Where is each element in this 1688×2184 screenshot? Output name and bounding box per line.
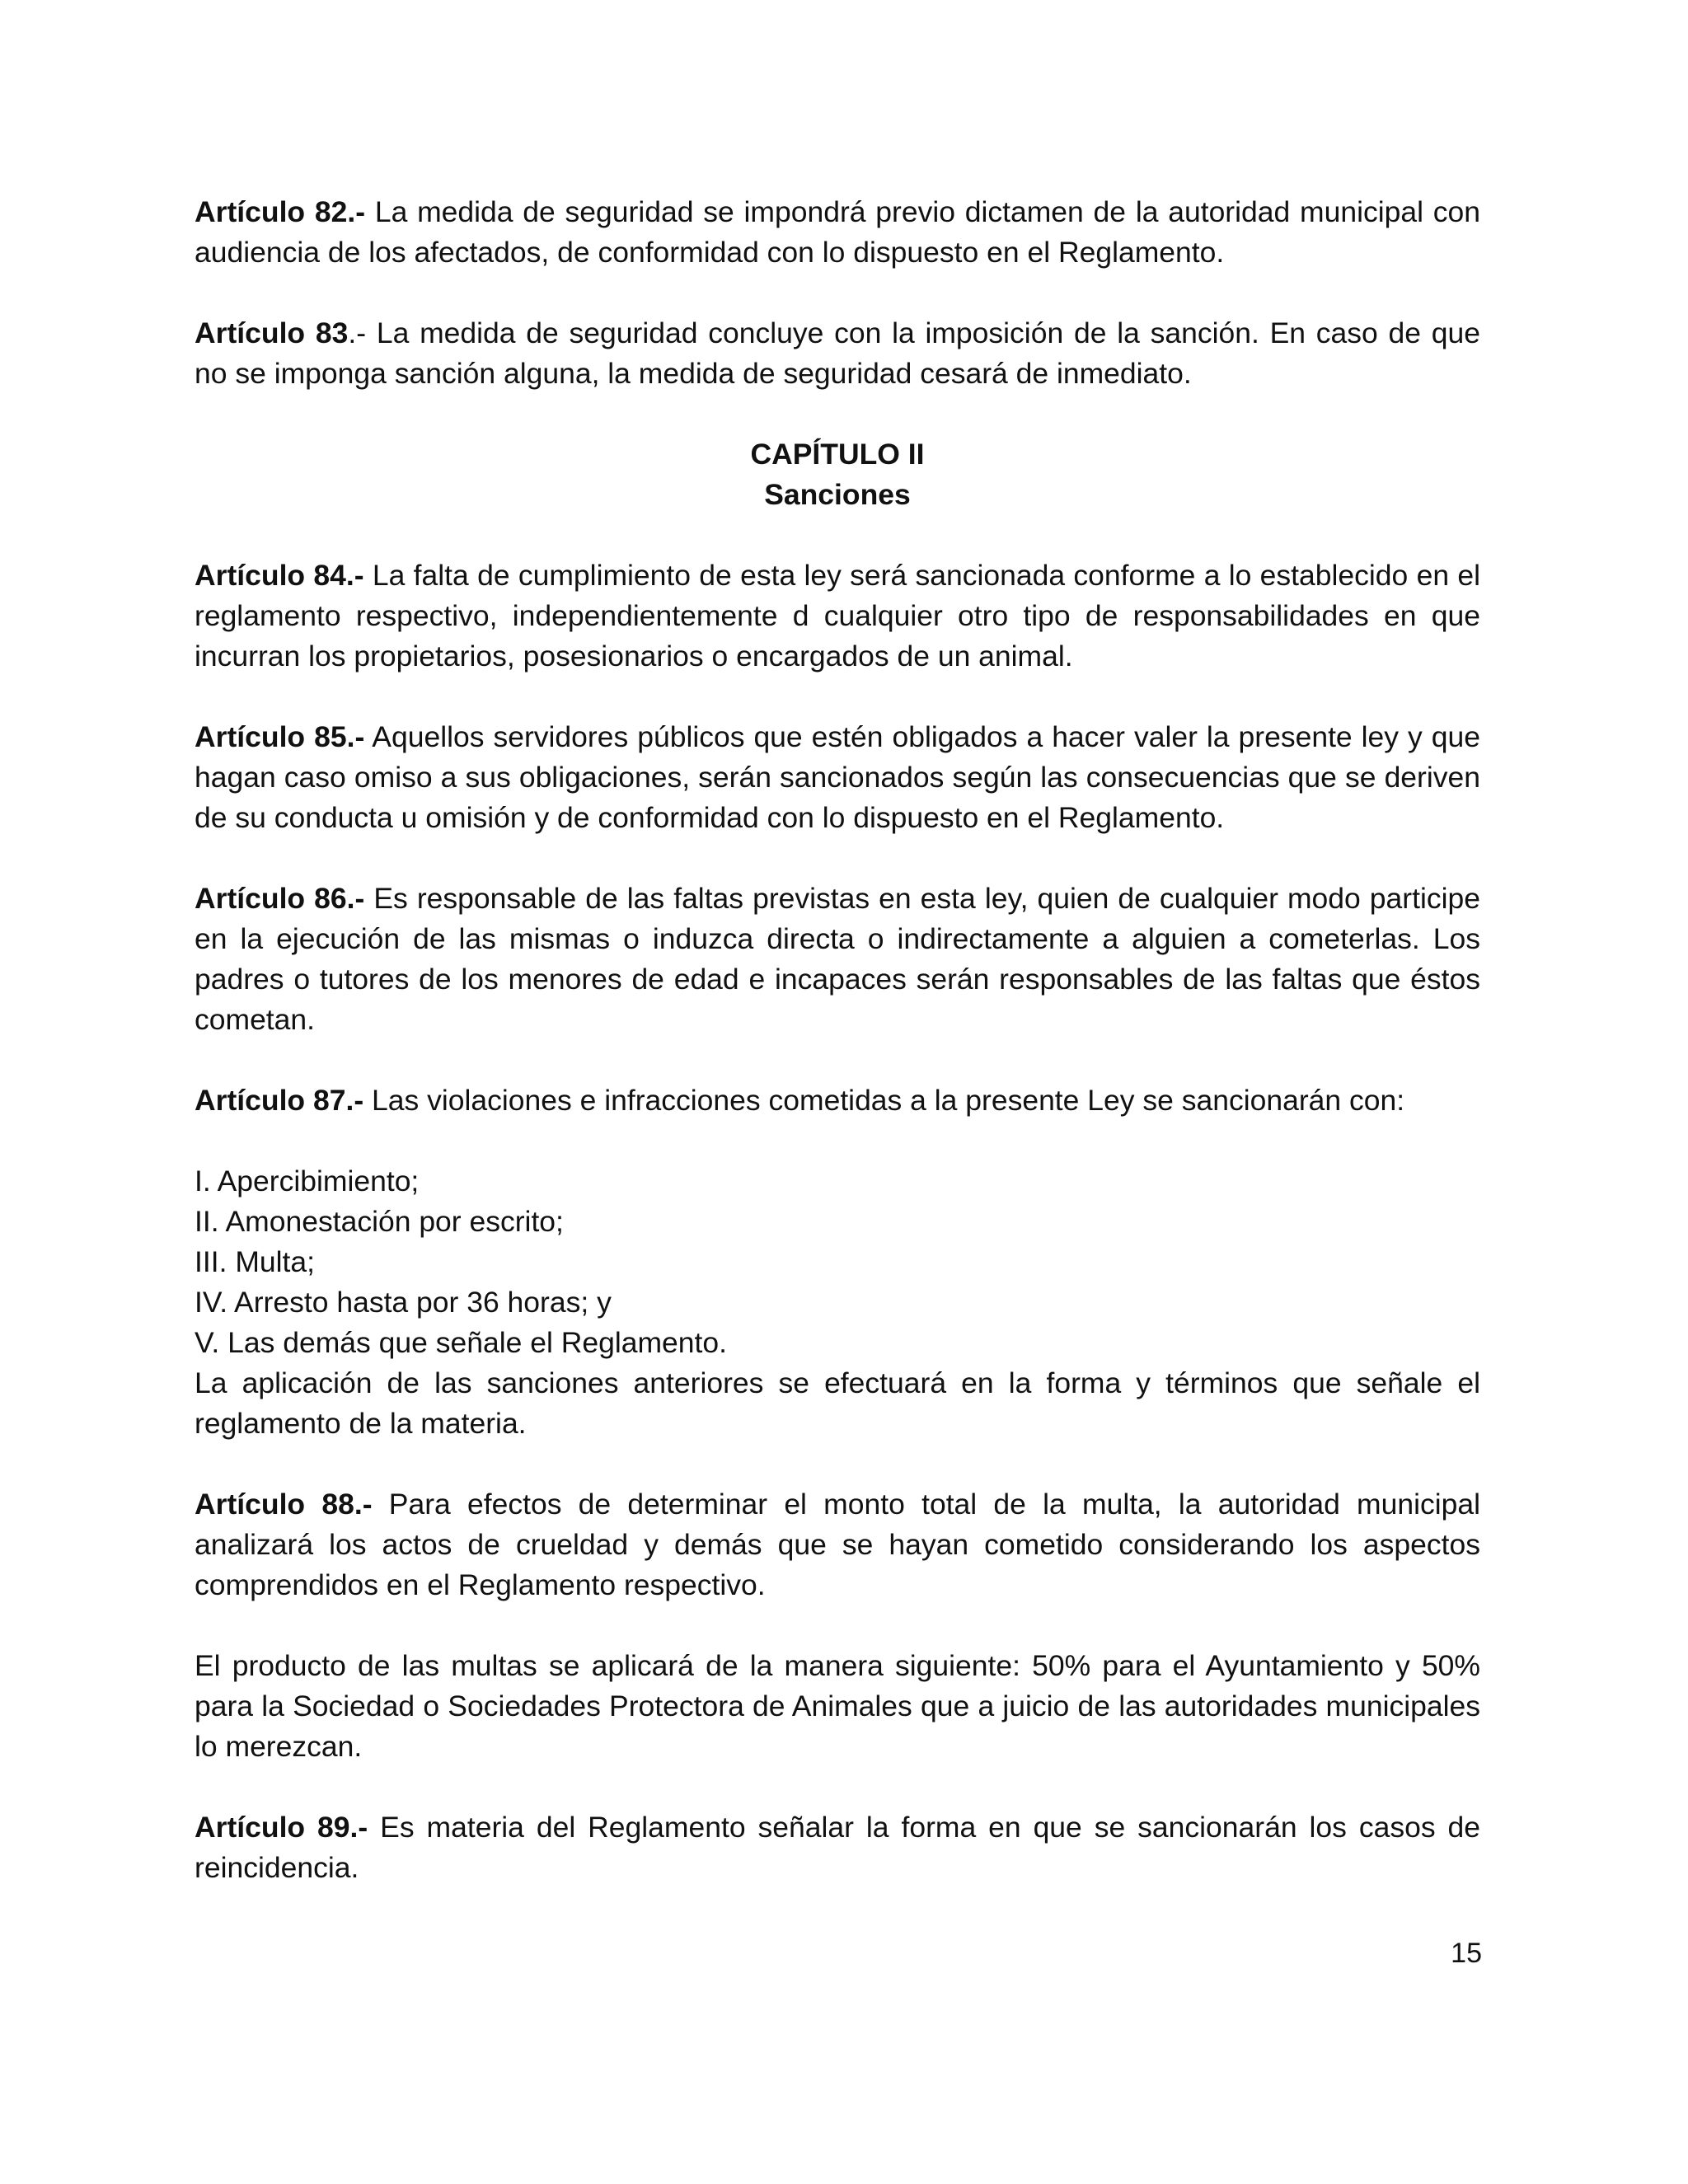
article-86 (195, 879, 1480, 1040)
article-text: .- La medida de seguridad concluye con la imposición de la sanción. En caso de que no se imponga sanción alguna, la medida de seguridad cesará de inmediato. (195, 316, 1481, 390)
page-number: 15 (1451, 1938, 1482, 1969)
article-89 (195, 1807, 1480, 1888)
list-item: I. Apercibimiento; (195, 1165, 420, 1197)
article-text: Las violaciones e infracciones cometidas a la presente Ley se sancionarán con: (363, 1084, 1405, 1117)
article-label: Artículo 84.- (195, 559, 364, 592)
article-label: Artículo 86.- (195, 882, 365, 915)
chapter-title: Sanciones (764, 478, 911, 511)
article-84 (195, 555, 1480, 677)
list-item: V. Las demás que señale el Reglamento. (195, 1326, 728, 1359)
article-text: Es materia del Reglamento señalar la forma en que se sancionarán los casos de reincidencia. (195, 1811, 1480, 1884)
article-label: Artículo 82.- (195, 195, 366, 228)
article-text: Aquellos servidores públicos que estén obligados a hacer valer la presente ley y que hagan caso omiso a sus obligaciones, serán sancionados según las consecuencias que se deriven de su conducta u omisión y de conformidad con lo dispuesto en el Reglamento. (195, 720, 1480, 834)
article-88 (195, 1484, 1480, 1605)
sanctions-note: La aplicación de las sanciones anteriores se efectuará en la forma y términos que señale el reglamento de la materia. (195, 1366, 1480, 1440)
fines-paragraph: El producto de las multas se aplicará de la manera siguiente: 50% para el Ayuntamiento y 50% para la Sociedad o Sociedades Protectora de Animales que a juicio de las autoridades municipales lo merezcan. (195, 1649, 1480, 1763)
article-label: Artículo 83 (195, 316, 349, 349)
chapter-heading (195, 434, 1480, 515)
article-82 (195, 192, 1480, 273)
page-body (195, 192, 1480, 1888)
article-label: Artículo 87.- (195, 1084, 364, 1117)
article-83 (195, 313, 1480, 394)
article-label: Artículo 88.- (195, 1488, 373, 1521)
article-label: Artículo 89.- (195, 1811, 368, 1844)
article-label: Artículo 85.- (195, 720, 365, 753)
list-item: IV. Arresto hasta por 36 horas; y (195, 1286, 612, 1319)
article-text: La falta de cumplimiento de esta ley será sancionada conforme a lo establecido en el reglamento respectivo, independientemente d cualquier otro tipo de responsabilidades en que incurran los propietarios, posesionarios o encargados de un animal. (195, 559, 1480, 673)
article-85 (195, 717, 1480, 838)
list-item: III. Multa; (195, 1245, 315, 1278)
article-text: La medida de seguridad se impondrá previo dictamen de la autoridad municipal con audiencia de los afectados, de conformidad con lo dispuesto en el Reglamento. (195, 195, 1480, 269)
sanctions-list (195, 1161, 1480, 1363)
article-text: Para efectos de determinar el monto total de la multa, la autoridad municipal analizará los actos de crueldad y demás que se hayan cometido considerando los aspectos comprendidos en el Reglamento respectivo. (195, 1488, 1480, 1601)
chapter-number: CAPÍTULO II (750, 438, 925, 471)
article-text: Es responsable de las faltas previstas en esta ley, quien de cualquier modo participe en la ejecución de las mismas o induzca directa o indirectamente a alguien a cometerlas. Los padres o tutores de los menores de edad e incapaces serán responsables de las faltas que éstos cometan. (195, 882, 1480, 1036)
article-87 (195, 1080, 1480, 1121)
list-item: II. Amonestación por escrito; (195, 1205, 564, 1238)
